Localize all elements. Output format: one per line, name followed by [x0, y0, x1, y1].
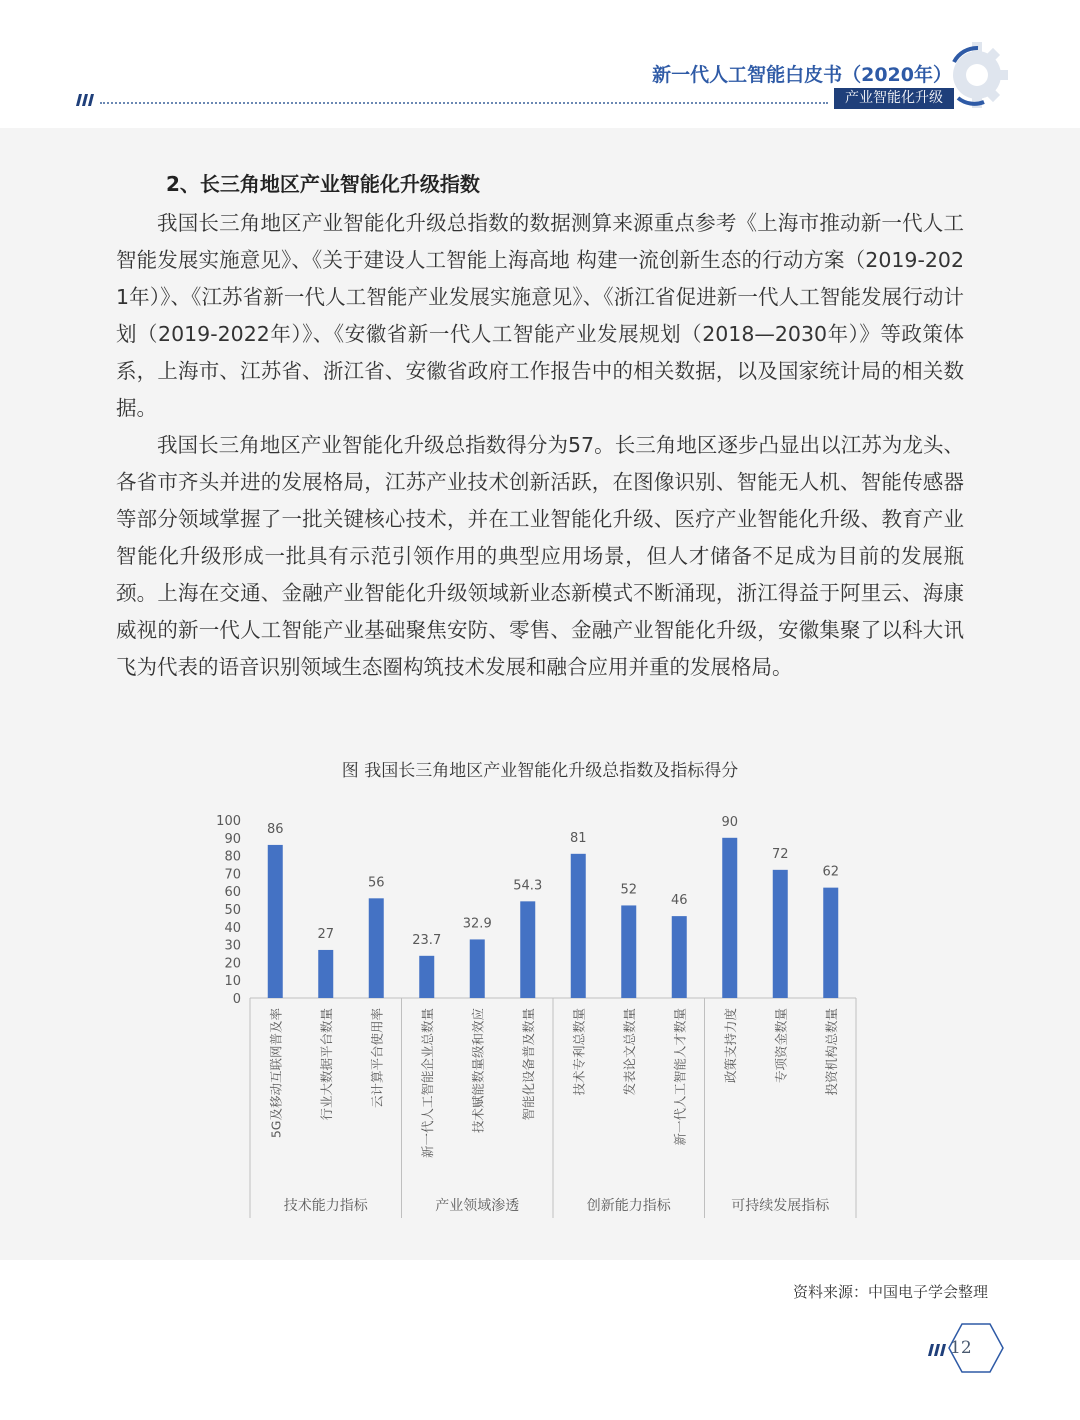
bar: [672, 916, 687, 998]
slash-marks-icon: [76, 94, 96, 106]
bar-chart: [200, 808, 880, 1226]
y-tick-label: 100: [216, 814, 241, 829]
y-tick-label: 10: [224, 974, 241, 990]
bar: [621, 905, 636, 998]
category-label: 云计算平台使用率: [369, 1008, 385, 1109]
y-tick-label: 0: [232, 992, 241, 1007]
category-label: 5G及移动互联网普及率: [268, 1008, 284, 1139]
category-label: 技术赋能数量级和效应: [470, 1008, 486, 1134]
data-label: 27: [317, 926, 335, 942]
bar: [823, 888, 838, 998]
category-label: 专项资金数量: [773, 1008, 789, 1084]
group-label: 可持续发展指标: [731, 1198, 830, 1214]
data-label: 56: [367, 875, 385, 891]
y-tick-label: 40: [224, 920, 241, 936]
bar: [571, 854, 586, 998]
data-label: 52: [620, 882, 638, 898]
category-label: 智能化设备普及数量: [520, 1008, 536, 1121]
bar: [369, 898, 384, 998]
bar: [419, 956, 434, 998]
category-label: 政策支持力度: [722, 1008, 738, 1084]
data-label: 32.9: [462, 916, 492, 932]
data-label: 46: [670, 893, 688, 909]
header-dotted-rule: [100, 102, 828, 104]
y-tick-label: 70: [224, 867, 241, 883]
y-tick-label: 20: [224, 956, 241, 972]
bar: [470, 939, 485, 998]
category-label: 投资机构总数量: [823, 1008, 839, 1096]
page-number: 12: [950, 1338, 972, 1358]
category-label: 新一代人工智能企业总数量: [419, 1008, 435, 1159]
section-heading: 2、长三角地区产业智能化升级指数: [166, 172, 480, 196]
chart-title: 图 我国长三角地区产业智能化升级总指数及指标得分: [341, 761, 739, 781]
category-label: 发表论文总数量: [621, 1008, 637, 1096]
data-label: 62: [822, 864, 840, 880]
data-label: 90: [721, 814, 739, 830]
bar: [773, 870, 788, 998]
group-label: 创新能力指标: [586, 1198, 671, 1214]
source-note: 资料来源：中国电子学会整理: [792, 1283, 988, 1301]
bar: [318, 950, 333, 998]
gear-icon: [944, 40, 1010, 110]
bar: [268, 845, 283, 998]
data-label: 23.7: [412, 932, 442, 948]
category-label: 新一代人工智能人才数量: [672, 1008, 688, 1146]
page-header: [0, 0, 1080, 128]
data-label: 54.3: [513, 878, 543, 894]
document-title: 新一代人工智能白皮书（2020年）: [652, 64, 952, 86]
group-label: 产业领域渗透: [435, 1198, 520, 1214]
category-label: 技术专利总数量: [571, 1008, 587, 1096]
data-label: 86: [266, 821, 284, 837]
body-paragraph: 我国长三角地区产业智能化升级总指数得分为57。长三角地区逐步凸显出以江苏为龙头、各省市齐头并进的发展格局，江苏产业技术创新活跃，在图像识别、智能无人机、智能传感器等部分领域掌握了一批关键核心技术，并在工业智能化升级、医疗产业智能化升级、教育产业智能化升级形成一批具有示范引领作用的典型应用场景，但人才储备不足成为目前的发展瓶颈。上海在交通、金融产业智能化升级领域新业态新模式不断涌现，浙江得益于阿里云、海康威视的新一代人工智能产业基础聚焦安防、零售、金融产业智能化升级，安徽集聚了以科大讯飞为代表的语音识别领域生态圈构筑技术发展和融合应用并重的发展格局。: [116, 433, 964, 679]
data-label: 81: [569, 830, 587, 846]
category-label: 行业大数据平台数量: [318, 1008, 334, 1121]
y-tick-label: 60: [224, 885, 241, 901]
bar: [520, 901, 535, 998]
y-tick-label: 50: [224, 903, 241, 918]
y-tick-label: 30: [224, 938, 241, 954]
document-subtitle: 产业智能化升级: [834, 88, 954, 109]
y-tick-label: 80: [224, 849, 241, 865]
slash-marks-icon: [928, 1344, 946, 1356]
group-label: 技术能力指标: [283, 1198, 368, 1214]
y-tick-label: 90: [224, 831, 241, 847]
data-label: 72: [771, 846, 789, 862]
bar: [722, 838, 737, 998]
body-paragraph: 我国长三角地区产业智能化升级总指数的数据测算来源重点参考《上海市推动新一代人工智能发展实施意见》、《关于建设人工智能上海高地 构建一流创新生态的行动方案（2019-2021年）》、《江苏省新一代人工智能产业发展实施意见》、《浙江省促进新一代人工智能发展行动计划（2019-2022年）》、《安徽省新一代人工智能产业发展规划（2018—2030年）》等政策体系，上海市、江苏省、浙江省、安徽省政府工作报告中的相关数据，以及国家统计局的相关数据。: [116, 211, 964, 420]
